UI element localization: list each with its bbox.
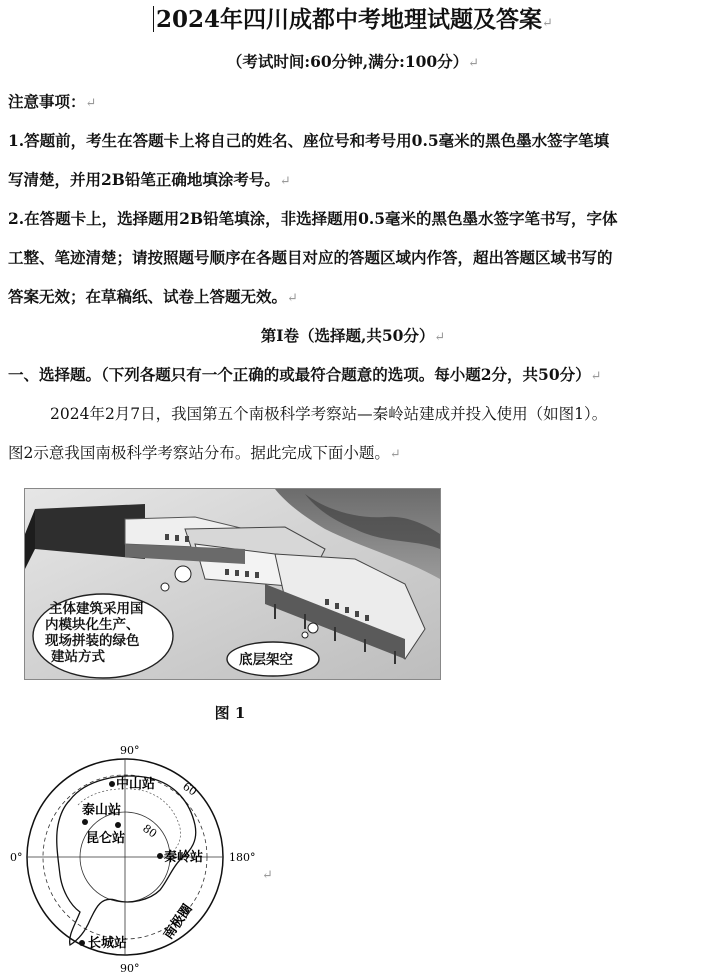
paragraph-mark: ↵ [542, 16, 553, 31]
bubble-main-line-2: 内模块化生产、 [45, 617, 140, 633]
volume-heading: 第Ⅰ卷（选择题,共50分）↵ [260, 326, 446, 345]
notice-2-line-2: 工整、笔迹清楚；请按照题号顺序在各题目对应的答题区域内作答，超出答题区域书写的 [8, 248, 613, 267]
document-title: 2024年四川成都中考地理试题及答案↵ [0, 6, 706, 38]
longitude-bottom: 90° [120, 962, 140, 975]
intro-line-1: 2024年2月7日，我国第五个南极科学考察站—秦岭站建成并投入使用（如图1）。 [50, 405, 608, 423]
text-cursor [153, 6, 154, 32]
station-kunlun: 昆仑站 [86, 831, 126, 846]
station-zhongshan: 中山站 [116, 777, 156, 792]
bubble-main-line-4: 建站方式 [51, 649, 105, 665]
notice-1-line-1: 1.答题前，考生在答题卡上将自己的姓名、座位号和考号用0.5毫米的黑色墨水签字笔填 [8, 131, 610, 150]
latitude-60: 60 [180, 779, 200, 799]
antarctic-circle-label: 南极圈 [160, 901, 196, 943]
antarctic-station-map [0, 740, 300, 975]
station-changcheng: 长城站 [88, 936, 128, 951]
station-taishan: 泰山站 [82, 803, 122, 818]
notice-2-line-1: 2.在答题卡上，选择题用2B铅笔填涂，非选择题用0.5毫米的黑色墨水签字笔书写，字体 [8, 209, 618, 228]
longitude-right: 180° [229, 851, 256, 864]
bubble-floor: 底层架空 [239, 652, 293, 668]
latitude-80: 80 [140, 821, 160, 841]
longitude-top: 90° [120, 744, 140, 757]
longitude-left: 0° [10, 851, 23, 864]
section-heading: 一、选择题。（下列各题只有一个正确的或最符合题意的选项。每小题2分，共50分）↵ [8, 365, 602, 384]
station-qinling: 秦岭站 [164, 850, 204, 865]
qinling-station-photo [24, 488, 441, 680]
paragraph-mark-map: ↵ [262, 868, 273, 883]
notice-1-line-2: 写清楚，并用2B铅笔正确地填涂考号。↵ [8, 170, 291, 189]
exam-info: （考试时间:60分钟,满分:100分）↵ [226, 52, 480, 71]
notice-heading: 注意事项：↵ [8, 92, 97, 111]
figure-1-caption: 图 1 [214, 704, 246, 722]
intro-line-2: 图2示意我国南极科学考察站分布。据此完成下面小题。↵ [8, 444, 401, 462]
bubble-main-line-3: 现场拼装的绿色 [45, 633, 140, 649]
bubble-main-line-1: 主体建筑采用国 [49, 601, 144, 617]
notice-2-line-3: 答案无效；在草稿纸、试卷上答题无效。↵ [8, 287, 298, 306]
